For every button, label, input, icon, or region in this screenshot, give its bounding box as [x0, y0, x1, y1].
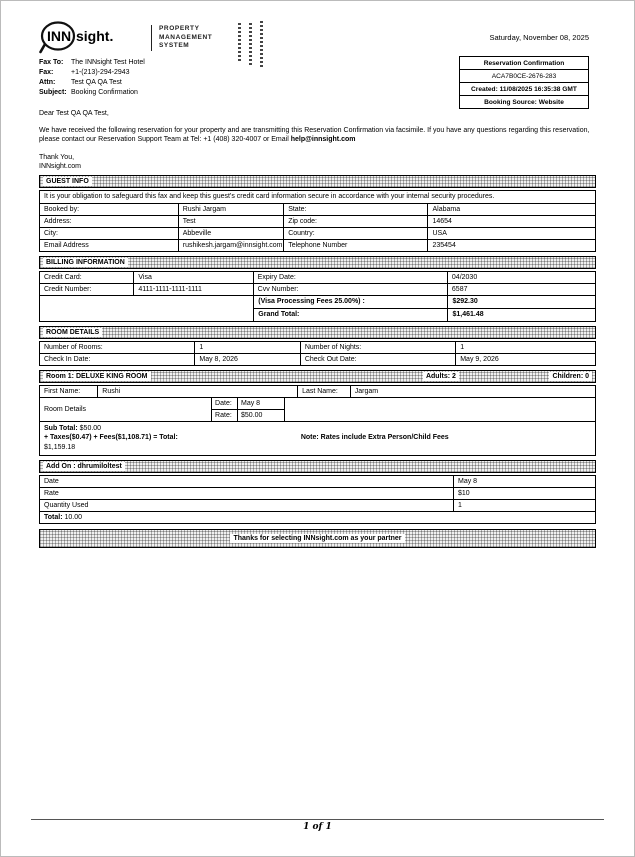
letter-signature: Thank You, INNsight.com — [39, 153, 82, 170]
room1-table — [39, 385, 596, 457]
room-rate-row — [40, 397, 595, 421]
thanks-banner: Thanks for selecting INNsight.com as your partner — [39, 529, 596, 548]
rate-mini-table — [212, 398, 284, 421]
date-row: Date: May 8 — [212, 398, 284, 409]
fax-mark — [260, 21, 263, 67]
booking-source: Booking Source: Website — [460, 95, 588, 108]
fax-mark — [238, 21, 241, 61]
logo-tagline: PROPERTY MANAGEMENT SYSTEM — [151, 25, 212, 51]
addon-section — [39, 460, 596, 524]
addon-table — [39, 475, 596, 524]
table-row: Number of Rooms: 1 Number of Nights: 1 — [40, 342, 595, 353]
security-notice: It is your obligation to safeguard this fax and keep this guest's credit card information secure in accordance with your internal security procedures. — [44, 193, 495, 200]
billing-table — [39, 271, 596, 322]
table-row: Quantity Used 1 — [40, 499, 595, 511]
support-email: help@innsight.com — [290, 136, 356, 143]
table-row: City: Abbeville Country: USA — [40, 227, 595, 239]
page-number-footer — [31, 819, 604, 832]
billing-header: BILLING INFORMATION — [39, 256, 596, 269]
svg-text:INN: INN — [47, 28, 72, 44]
table-row — [40, 191, 595, 203]
fax-mark — [249, 21, 252, 65]
billing-section — [39, 256, 596, 322]
reservation-confirmation-box — [459, 56, 589, 109]
guest-info-section — [39, 175, 596, 252]
table-row: Email Address rushikesh.jargam@innsight.com Telephone Number 235454 — [40, 239, 595, 251]
table-row: Check In Date: May 8, 2026 Check Out Date: May 9, 2026 — [40, 353, 595, 365]
guest-info-header: GUEST INFO — [39, 175, 596, 188]
room-details-header: ROOM DETAILS — [39, 326, 596, 339]
svg-text:sight.: sight. — [76, 28, 114, 44]
table-row: Credit Number: 4111-1111-1111-1111 Cvv Number: 6587 — [40, 283, 595, 295]
table-row: Credit Card: Visa Expiry Date: 04/2030 — [40, 272, 595, 283]
room-details-section — [39, 326, 596, 366]
room1-section — [39, 370, 596, 457]
room1-title: Room 1: DELUXE KING ROOM — [43, 372, 151, 381]
fax-vertical-marks — [238, 21, 263, 67]
room-subtotal-block — [40, 421, 595, 456]
billing-totals — [40, 295, 595, 321]
confirmation-title: Reservation Confirmation — [483, 59, 565, 67]
grand-total-row: Grand Total: $1,461.48 — [254, 308, 595, 321]
processing-fees-row: (Visa Processing Fees 25.00%) : $292.30 — [254, 296, 595, 308]
page-number: 1 of 1 — [303, 822, 332, 832]
room1-header-bar — [39, 370, 596, 383]
innsight-logo-icon — [39, 19, 143, 57]
sub-total-line: Sub Total: $50.00 — [44, 424, 102, 432]
rates-note: Note: Rates include Extra Person/Child Fees — [300, 434, 449, 441]
confirmation-created: Created: 11/08/2025 16:35:38 GMT — [460, 82, 588, 95]
addon-total-row: Total: 10.00 — [40, 511, 595, 523]
room-details-label: Room Details — [40, 398, 212, 421]
fax-number-line: Fax: +1-(213)-294-2943 — [39, 69, 130, 76]
document-date: Saturday, November 08, 2025 — [489, 33, 589, 42]
letter-body — [39, 109, 596, 171]
letter-paragraph: We have received the following reservation for your property and are transmitting this Reservation Confirmation via facsimile. If you have any questions regarding this reservation, please contact our Reservation Support Team at Tel: +1 (408) 320-4007 or Email help@innsight.com — [39, 126, 590, 143]
guest-info-table — [39, 190, 596, 252]
room-details-table — [39, 341, 596, 366]
confirmation-number: ACA7B0CE-2676-283 — [460, 69, 588, 82]
table-row: Address: Test Zip code: 14654 — [40, 215, 595, 227]
salutation: Dear Test QA QA Test, — [39, 110, 109, 117]
document-header — [39, 19, 596, 109]
rate-row: Rate: $50.00 — [212, 409, 284, 421]
fax-to-line: Fax To: The INNsight Test Hotel — [39, 59, 145, 66]
empty-cell — [40, 296, 254, 321]
table-row: Date May 8 — [40, 476, 595, 487]
addon-header: Add On : dhrumiloltest — [39, 460, 596, 473]
table-row: Booked by: Rushi Jargam State: Alabama — [40, 203, 595, 215]
attn-line: Attn: Test QA QA Test — [39, 79, 122, 86]
fax-recipient-info — [39, 58, 145, 98]
table-row: Rate $10 — [40, 487, 595, 499]
room1-adults: Adults: 2 — [423, 372, 459, 381]
innsight-logo — [39, 19, 212, 57]
guest-name-row: First Name: Rushi Last Name: Jargam — [40, 386, 595, 397]
room1-children: Children: 0 — [549, 372, 592, 381]
subject-line: Subject: Booking Confirmation — [39, 89, 138, 96]
taxes-fees-line: + Taxes($0.47) + Fees($1,108.71) = Total: — [44, 434, 178, 441]
empty-cell — [284, 398, 595, 421]
room-total-value: $1,159.18 — [44, 443, 76, 451]
